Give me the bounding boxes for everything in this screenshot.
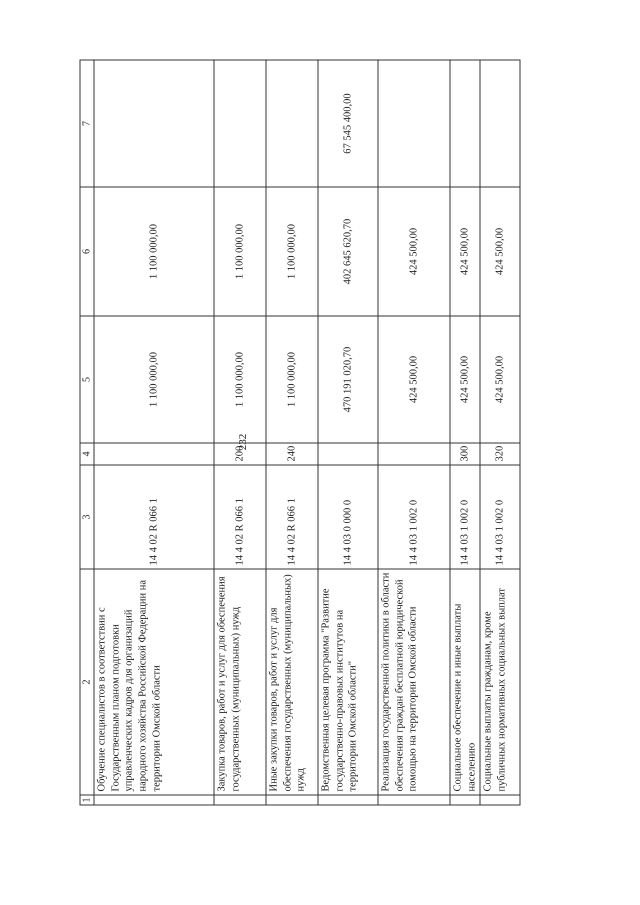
row-col6-cell: 424 500,00 [480, 187, 520, 316]
row-number-cell [94, 795, 214, 805]
row-name-cell: Социальные выплаты гражданам, кроме публичных нормативных социальных выплат [480, 569, 520, 795]
row-total-cell: 1 100 000,00 [266, 316, 318, 443]
row-name-cell: Обучение специалистов в соответствии с Государственным планом подготовки управленческих кадров для организаций народного хозяйства Российской Федерации на территории Омской области [94, 569, 214, 795]
row-expense-type-cell: 320 [480, 443, 520, 465]
row-number-cell [450, 795, 480, 805]
row-col7-cell [94, 60, 214, 187]
page-number: 232 [237, 433, 249, 451]
row-col7-cell: 67 545 400,00 [318, 60, 378, 187]
row-code-cell: 14 4 03 1 002 0 [480, 465, 520, 569]
table-row [318, 60, 378, 805]
row-total-cell: 1 100 000,00 [214, 316, 266, 443]
row-col7-cell [214, 60, 266, 187]
row-number-cell [318, 795, 378, 805]
row-total-cell: 424 500,00 [450, 316, 480, 443]
table-row [378, 60, 450, 805]
row-col7-cell [266, 60, 318, 187]
row-code-cell: 14 4 02 R 066 1 [214, 465, 266, 569]
row-number-cell [378, 795, 450, 805]
row-code-cell: 14 4 03 0 000 0 [318, 465, 378, 569]
row-number-cell [266, 795, 318, 805]
row-expense-type-cell [94, 443, 214, 465]
row-total-cell: 424 500,00 [378, 316, 450, 443]
row-code-cell: 14 4 03 1 002 0 [450, 465, 480, 569]
row-expense-type-cell [378, 443, 450, 465]
header-col-2: 2 [80, 569, 94, 795]
row-col7-cell [378, 60, 450, 187]
row-name-cell: Социальное обеспечение и иные выплаты населению [450, 569, 480, 795]
table-row [214, 60, 266, 805]
row-code-cell: 14 4 03 1 002 0 [378, 465, 450, 569]
row-col6-cell: 1 100 000,00 [266, 187, 318, 316]
row-total-cell: 424 500,00 [480, 316, 520, 443]
header-col-1: 1 [80, 795, 94, 805]
header-col-7: 7 [80, 60, 94, 187]
budget-table [79, 59, 520, 805]
row-col6-cell: 402 645 620,70 [318, 187, 378, 316]
row-expense-type-cell: 300 [450, 443, 480, 465]
table-row [450, 60, 480, 805]
row-expense-type-cell [318, 443, 378, 465]
table-row [94, 60, 214, 805]
row-code-cell: 14 4 02 R 066 1 [94, 465, 214, 569]
row-total-cell: 1 100 000,00 [94, 316, 214, 443]
header-col-4: 4 [80, 443, 94, 465]
row-name-cell: Реализация государственной политики в области обеспечения граждан бесплатной юридической помощью на территории Омской области [378, 569, 450, 795]
row-number-cell [480, 795, 520, 805]
row-expense-type-cell: 240 [266, 443, 318, 465]
budget-table-container [79, 60, 517, 805]
row-name-cell: Закупка товаров, работ и услуг для обеспечения государственных (муниципальных) нужд [214, 569, 266, 795]
header-col-6: 6 [80, 187, 94, 316]
row-name-cell: Иные закупки товаров, работ и услуг для обеспечения государственных (муниципальных) нужд [266, 569, 318, 795]
row-number-cell [214, 795, 266, 805]
row-col6-cell: 424 500,00 [378, 187, 450, 316]
header-col-3: 3 [80, 465, 94, 569]
row-name-cell: Ведомственная целевая программа "Развитие государственно-правовых институтов на территории Омской области" [318, 569, 378, 795]
row-col7-cell [450, 60, 480, 187]
table-row [266, 60, 318, 805]
row-expense-type-cell: 200 [214, 443, 266, 465]
row-code-cell: 14 4 02 R 066 1 [266, 465, 318, 569]
row-col6-cell: 1 100 000,00 [214, 187, 266, 316]
table-row [480, 60, 520, 805]
table-rotation-wrapper [79, 60, 517, 805]
header-col-5: 5 [80, 316, 94, 443]
row-col6-cell: 424 500,00 [450, 187, 480, 316]
header-row [80, 60, 94, 805]
row-col6-cell: 1 100 000,00 [94, 187, 214, 316]
row-total-cell: 470 191 020,70 [318, 316, 378, 443]
row-col7-cell [480, 60, 520, 187]
